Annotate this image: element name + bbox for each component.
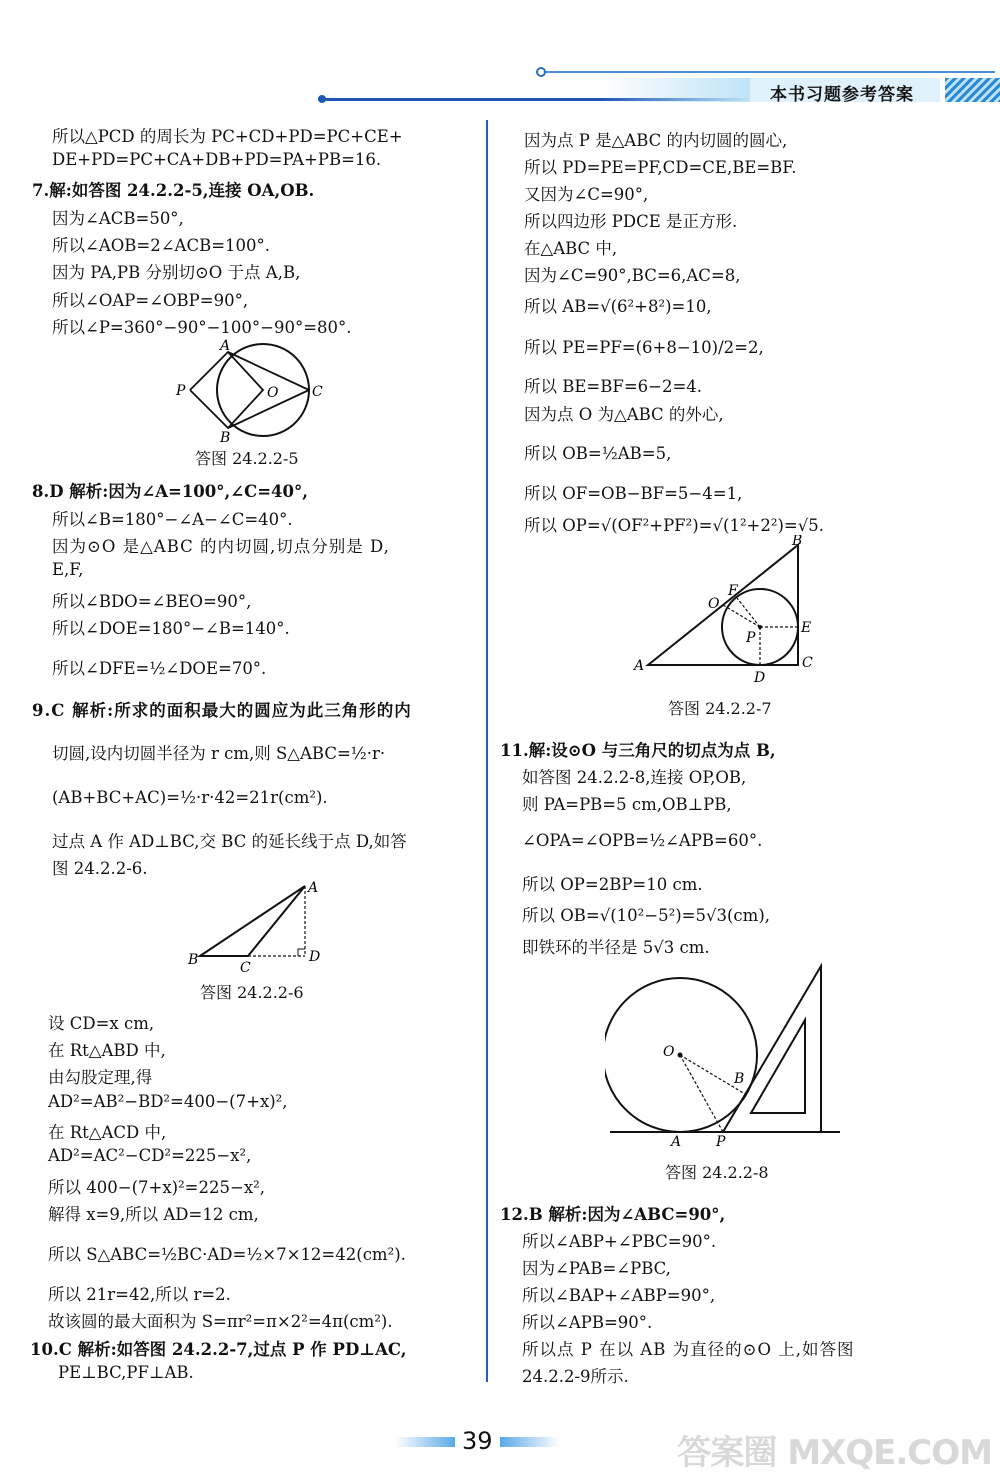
- text-line: 因为∠C=90°,BC=6,AC=8,: [524, 266, 741, 285]
- text-line: ∠OPA=∠OPB=½∠APB=60°.: [522, 831, 763, 850]
- text-line: 在 Rt△ACD 中,: [48, 1123, 167, 1142]
- text-line: 所以 400−(7+x)²=225−x²,: [48, 1178, 265, 1197]
- figure-caption: 答图 24.2.2-6: [200, 983, 304, 1002]
- problem-8: 8.D 解析:因为∠A=100°,∠C=40°,: [32, 482, 308, 501]
- text-line: 在△ABC 中,: [524, 239, 618, 258]
- text-line: 则 PA=PB=5 cm,OB⊥PB,: [522, 795, 732, 814]
- label-D: D: [754, 670, 766, 686]
- text-line: 所以∠B=180°−∠A−∠C=40°.: [52, 510, 293, 529]
- text-line: 所以 OB=½AB=5,: [524, 444, 672, 463]
- text-line: 所以 OP=2BP=10 cm.: [522, 875, 703, 894]
- text-line: 图 24.2.2-6.: [52, 859, 148, 878]
- figure-caption: 答图 24.2.2-8: [665, 1163, 769, 1182]
- text-line: 解得 x=9,所以 AD=12 cm,: [48, 1205, 259, 1224]
- text-line: 所以四边形 PDCE 是正方形.: [524, 212, 738, 231]
- problem-7: 7.解:如答图 24.2.2-5,连接 OA,OB.: [32, 181, 315, 200]
- text-line: 所以∠ABP+∠PBC=90°.: [522, 1232, 717, 1251]
- header-thin-line: [540, 71, 995, 73]
- text-line: (AB+BC+AC)=½·r·42=21r(cm²).: [52, 788, 328, 807]
- text-line: 所以 PE=PF=(6+8−10)/2=2,: [524, 338, 764, 357]
- label-C: C: [802, 655, 813, 671]
- label-B: B: [734, 1071, 745, 1087]
- text-line: E,F,: [52, 560, 84, 579]
- label-P: P: [176, 383, 186, 399]
- label-F: F: [728, 583, 738, 599]
- problem-12: 12.B 解析:因为∠ABC=90°,: [500, 1205, 726, 1224]
- text-line: 由勾股定理,得: [48, 1068, 153, 1087]
- label-P: P: [716, 1134, 726, 1150]
- label-D: D: [309, 949, 321, 965]
- text-line: DE+PD=PC+CA+DB+PD=PA+PB=16.: [52, 150, 382, 169]
- text-line: 因为⊙O 是△ABC 的内切圆,切点分别是 D,: [52, 537, 390, 556]
- text-line: 24.2.2-9所示.: [522, 1367, 629, 1386]
- text-line: 所以 OB=√(10²−5²)=5√3(cm),: [522, 906, 770, 925]
- text-line: 过点 A 作 AD⊥BC,交 BC 的延长线于点 D,如答: [52, 832, 407, 851]
- label-A: A: [634, 658, 645, 674]
- text-line: 因为 PA,PB 分别切⊙O 于点 A,B,: [52, 263, 301, 282]
- label-P: P: [746, 630, 756, 646]
- label-A: A: [220, 338, 231, 354]
- figure-caption: 答图 24.2.2-7: [668, 699, 772, 718]
- label-E: E: [801, 620, 812, 636]
- figure-24-2-2-7: [630, 535, 820, 690]
- label-B: B: [792, 535, 803, 549]
- text-line: 切圆,设内切圆半径为 r cm,则 S△ABC=½·r·: [52, 744, 386, 763]
- text-line: 所以 AB=√(6²+8²)=10,: [524, 297, 712, 316]
- text-line: 又因为∠C=90°,: [524, 185, 649, 204]
- text-line: 所以∠DFE=½∠DOE=70°.: [52, 659, 267, 678]
- label-A: A: [671, 1134, 682, 1150]
- text-line: 所以 21r=42,所以 r=2.: [48, 1285, 231, 1304]
- text-line: 即铁环的半径是 5√3 cm.: [522, 938, 710, 957]
- header-stripe: [945, 78, 1000, 102]
- text-line: 所以∠BDO=∠BEO=90°,: [52, 592, 252, 611]
- page-number-deco-left: [395, 1437, 455, 1447]
- page-number-deco-right: [500, 1437, 560, 1447]
- label-A: A: [308, 880, 319, 896]
- text-line: AD²=AC²−CD²=225−x²,: [48, 1146, 252, 1165]
- text-line: 所以 OF=OB−BF=5−4=1,: [524, 484, 743, 503]
- label-O: O: [267, 385, 279, 401]
- watermark: 答案圈 MXQE.COM: [677, 1433, 992, 1473]
- text-line: PE⊥BC,PF⊥AB.: [58, 1363, 194, 1382]
- header-gradient: [600, 78, 750, 102]
- text-line: 所以点 P 在以 AB 为直径的⊙O 上,如答图: [522, 1340, 855, 1359]
- figure-24-2-2-5: [170, 335, 330, 445]
- text-line: 所以 PD=PE=PF,CD=CE,BE=BF.: [524, 158, 797, 177]
- text-line: 如答图 24.2.2-8,连接 OP,OB,: [522, 768, 747, 787]
- label-O: O: [708, 596, 720, 612]
- figure-24-2-2-8: [605, 960, 845, 1155]
- figure-caption: 答图 24.2.2-5: [195, 449, 299, 468]
- text-line: 所以△PCD 的周长为 PC+CD+PD=PC+CE+: [52, 127, 403, 146]
- header-title: 本书习题参考答案: [770, 85, 914, 105]
- problem-9: 9.C 解析:所求的面积最大的圆应为此三角形的内: [32, 701, 412, 720]
- text-line: 设 CD=x cm,: [48, 1014, 155, 1033]
- text-line: 因为∠ACB=50°,: [52, 209, 184, 228]
- text-line: AD²=AB²−BD²=400−(7+x)²,: [48, 1092, 288, 1111]
- figure-24-2-2-6: [180, 876, 330, 976]
- text-line: 所以 OP=√(OF²+PF²)=√(1²+2²)=√5.: [524, 516, 825, 535]
- label-B: B: [188, 952, 199, 968]
- text-line: 在 Rt△ABD 中,: [48, 1041, 166, 1060]
- text-line: 所以 BE=BF=6−2=4.: [524, 377, 703, 396]
- text-line: 所以∠DOE=180°−∠B=140°.: [52, 619, 290, 638]
- page-number: 39: [462, 1427, 493, 1455]
- text-line: 所以 S△ABC=½BC·AD=½×7×12=42(cm²).: [48, 1245, 406, 1264]
- label-C: C: [312, 384, 323, 400]
- text-line: 因为点 P 是△ABC 的内切圆的圆心,: [524, 131, 788, 150]
- label-B: B: [220, 430, 231, 445]
- text-line: 所以∠APB=90°.: [522, 1313, 653, 1332]
- problem-11: 11.解:设⊙O 与三角尺的切点为点 B,: [500, 741, 776, 760]
- text-line: 所以∠BAP+∠ABP=90°,: [522, 1286, 716, 1305]
- header-dot: [536, 67, 546, 77]
- text-line: 因为点 O 为△ABC 的外心,: [524, 405, 724, 424]
- text-line: 所以∠AOB=2∠ACB=100°.: [52, 236, 271, 255]
- text-line: 故该圆的最大面积为 S=πr²=π×2²=4π(cm²).: [48, 1312, 393, 1331]
- label-C: C: [240, 960, 251, 976]
- text-line: 因为∠PAB=∠PBC,: [522, 1259, 671, 1278]
- text-line: 所以∠OAP=∠OBP=90°,: [52, 291, 249, 310]
- column-divider: [486, 120, 488, 1382]
- header-dot-left: [318, 95, 326, 103]
- label-O: O: [663, 1044, 675, 1060]
- problem-10: 10.C 解析:如答图 24.2.2-7,过点 P 作 PD⊥AC,: [30, 1340, 407, 1359]
- text-line: 所以∠P=360°−90°−100°−90°=80°.: [52, 318, 352, 337]
